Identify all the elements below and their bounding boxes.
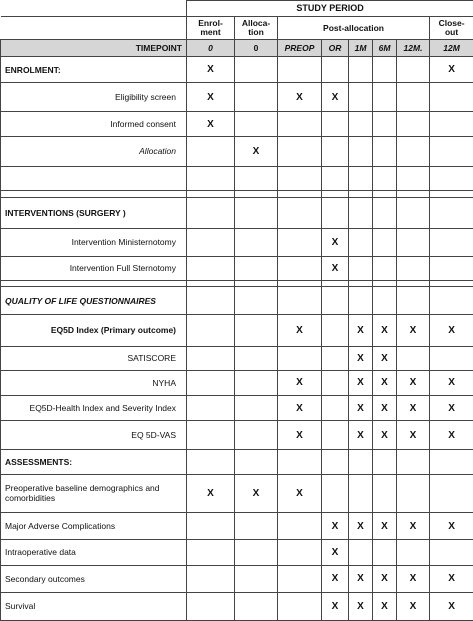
schedule-row	[1, 166, 473, 191]
mark-cell-allocation-0	[235, 346, 278, 371]
x-mark: X	[409, 573, 417, 585]
mark-cell-1m	[349, 314, 373, 346]
row-label: Allocation	[1, 137, 187, 167]
mark-cell-allocation-0	[235, 229, 278, 257]
x-mark: X	[409, 429, 417, 441]
mark-cell-12m-a	[397, 112, 430, 137]
mark-cell-12m-a	[397, 166, 430, 191]
mark-cell-allocation-0	[235, 474, 278, 513]
row-label: Major Adverse Complications	[1, 513, 187, 540]
timepoint-allocation: 0	[235, 39, 278, 56]
mark-cell-12m-a	[397, 539, 430, 565]
x-mark: X	[448, 429, 455, 441]
mark-cell-or	[322, 395, 349, 421]
x-mark: X	[207, 487, 214, 499]
row-label: NYHA	[1, 371, 187, 396]
mark-cell-6m	[373, 112, 397, 137]
schedule-row	[1, 449, 473, 474]
schedule-row	[1, 593, 473, 621]
schedule-row	[1, 191, 473, 198]
mark-cell-1m	[349, 137, 373, 167]
row-label: Intervention Full Sternotomy	[1, 256, 187, 281]
mark-cell-1m	[349, 82, 373, 112]
x-mark: X	[296, 487, 303, 499]
schedule-row	[1, 112, 473, 137]
mark-cell-or	[322, 421, 349, 450]
x-mark: X	[331, 236, 339, 248]
schedule-row	[1, 421, 473, 450]
mark-cell-enrolment-0	[187, 112, 235, 137]
x-mark: X	[381, 520, 388, 532]
mark-cell-enrolment-0	[187, 449, 235, 474]
phase-enrolment	[187, 17, 235, 40]
x-mark: X	[331, 601, 339, 613]
mark-cell-enrolment-0	[187, 421, 235, 450]
mark-cell-12m-a	[397, 346, 430, 371]
mark-cell-6m	[373, 256, 397, 281]
mark-cell-12m-a	[397, 287, 430, 315]
mark-cell-allocation-0	[235, 565, 278, 593]
mark-cell-or	[322, 191, 349, 198]
x-mark: X	[448, 402, 455, 414]
mark-cell-allocation-0	[235, 513, 278, 540]
mark-cell-or	[322, 112, 349, 137]
mark-cell-1m	[349, 198, 373, 229]
mark-cell-allocation-0	[235, 395, 278, 421]
x-mark: X	[448, 64, 455, 76]
phase-row-blank	[1, 17, 187, 40]
mark-cell-preop	[278, 191, 322, 198]
study-period-heading: STUDY PERIOD	[187, 1, 473, 17]
mark-cell-6m	[373, 82, 397, 112]
mark-cell-12m-b	[430, 539, 473, 565]
mark-cell-12m-a	[397, 198, 430, 229]
x-mark: X	[296, 429, 303, 441]
x-mark: X	[381, 573, 388, 585]
row-label: EQ 5D-VAS	[1, 421, 187, 450]
mark-cell-12m-a	[397, 449, 430, 474]
timepoint-enrolment: 0	[187, 39, 235, 56]
mark-cell-1m	[349, 166, 373, 191]
row-label: ASSESSMENTS:	[1, 449, 187, 474]
row-label	[1, 166, 187, 191]
schedule-row	[1, 137, 473, 167]
schedule-row	[1, 395, 473, 421]
mark-cell-enrolment-0	[187, 166, 235, 191]
mark-cell-allocation-0	[235, 166, 278, 191]
mark-cell-1m	[349, 287, 373, 315]
schedule-row	[1, 198, 473, 229]
timepoint-row	[1, 39, 473, 56]
mark-cell-enrolment-0	[187, 593, 235, 621]
mark-cell-6m	[373, 474, 397, 513]
schedule-row	[1, 346, 473, 371]
row-label: EQ5D-Health Index and Severity Index	[1, 395, 187, 421]
mark-cell-or	[322, 229, 349, 257]
mark-cell-or	[322, 513, 349, 540]
mark-cell-enrolment-0	[187, 565, 235, 593]
mark-cell-12m-b	[430, 198, 473, 229]
mark-cell-enrolment-0	[187, 346, 235, 371]
mark-cell-12m-a	[397, 191, 430, 198]
x-mark: X	[381, 352, 388, 364]
mark-cell-enrolment-0	[187, 256, 235, 281]
mark-cell-preop	[278, 82, 322, 112]
mark-cell-1m	[349, 565, 373, 593]
mark-cell-or	[322, 474, 349, 513]
mark-cell-1m	[349, 346, 373, 371]
mark-cell-12m-b	[430, 395, 473, 421]
mark-cell-or	[322, 82, 349, 112]
row-label: EQ5D Index (Primary outcome)	[1, 314, 187, 346]
mark-cell-12m-b	[430, 449, 473, 474]
row-label: QUALITY OF LIFE QUESTIONNAIRES	[1, 287, 187, 315]
schedule-row	[1, 539, 473, 565]
mark-cell-allocation-0	[235, 191, 278, 198]
mark-cell-12m-b	[430, 565, 473, 593]
mark-cell-6m	[373, 565, 397, 593]
x-mark: X	[381, 402, 388, 414]
mark-cell-12m-b	[430, 474, 473, 513]
mark-cell-preop	[278, 137, 322, 167]
x-mark: X	[207, 91, 214, 103]
x-mark: X	[409, 601, 417, 613]
mark-cell-allocation-0	[235, 137, 278, 167]
schedule-row	[1, 565, 473, 593]
phase-close-out-label: Close- out	[438, 18, 465, 38]
schedule-row	[1, 82, 473, 112]
mark-cell-enrolment-0	[187, 371, 235, 396]
mark-cell-allocation-0	[235, 198, 278, 229]
mark-cell-allocation-0	[235, 371, 278, 396]
mark-cell-or	[322, 371, 349, 396]
mark-cell-or	[322, 346, 349, 371]
timepoint-6m: 6M	[373, 39, 397, 56]
x-mark: X	[448, 601, 455, 613]
mark-cell-preop	[278, 229, 322, 257]
mark-cell-1m	[349, 112, 373, 137]
mark-cell-preop	[278, 346, 322, 371]
mark-cell-or	[322, 449, 349, 474]
mark-cell-or	[322, 256, 349, 281]
mark-cell-allocation-0	[235, 421, 278, 450]
mark-cell-12m-b	[430, 229, 473, 257]
mark-cell-1m	[349, 256, 373, 281]
schedule-row	[1, 513, 473, 540]
mark-cell-12m-a	[397, 57, 430, 83]
mark-cell-6m	[373, 513, 397, 540]
mark-cell-or	[322, 166, 349, 191]
corner-blank	[1, 1, 187, 17]
mark-cell-or	[322, 287, 349, 315]
mark-cell-6m	[373, 287, 397, 315]
x-mark: X	[357, 352, 364, 364]
mark-cell-enrolment-0	[187, 198, 235, 229]
x-mark: X	[331, 546, 339, 558]
x-mark: X	[357, 324, 364, 336]
x-mark: X	[296, 402, 303, 414]
x-mark: X	[357, 402, 364, 414]
mark-cell-12m-a	[397, 565, 430, 593]
mark-cell-preop	[278, 395, 322, 421]
mark-cell-enrolment-0	[187, 539, 235, 565]
mark-cell-1m	[349, 57, 373, 83]
mark-cell-6m	[373, 421, 397, 450]
schedule-row	[1, 229, 473, 257]
mark-cell-or	[322, 314, 349, 346]
mark-cell-12m-a	[397, 229, 430, 257]
mark-cell-allocation-0	[235, 314, 278, 346]
mark-cell-or	[322, 565, 349, 593]
x-mark: X	[331, 520, 339, 532]
row-label: Intraoperative data	[1, 539, 187, 565]
x-mark: X	[381, 601, 388, 613]
mark-cell-6m	[373, 449, 397, 474]
mark-cell-preop	[278, 314, 322, 346]
mark-cell-12m-b	[430, 346, 473, 371]
mark-cell-12m-a	[397, 474, 430, 513]
phase-post-allocation: Post-allocation	[278, 17, 430, 40]
schedule-row	[1, 57, 473, 83]
mark-cell-6m	[373, 371, 397, 396]
mark-cell-preop	[278, 565, 322, 593]
mark-cell-or	[322, 57, 349, 83]
x-mark: X	[448, 573, 455, 585]
mark-cell-preop	[278, 421, 322, 450]
mark-cell-allocation-0	[235, 539, 278, 565]
mark-cell-preop	[278, 371, 322, 396]
x-mark: X	[357, 573, 364, 585]
row-label: INTERVENTIONS (SURGERY )	[1, 198, 187, 229]
schedule-row	[1, 287, 473, 315]
row-label: Informed consent	[1, 112, 187, 137]
mark-cell-6m	[373, 191, 397, 198]
mark-cell-allocation-0	[235, 112, 278, 137]
mark-cell-12m-a	[397, 82, 430, 112]
mark-cell-enrolment-0	[187, 287, 235, 315]
x-mark: X	[381, 377, 388, 389]
mark-cell-preop	[278, 256, 322, 281]
mark-cell-enrolment-0	[187, 395, 235, 421]
row-label: Survival	[1, 593, 187, 621]
mark-cell-allocation-0	[235, 449, 278, 474]
mark-cell-12m-a	[397, 513, 430, 540]
timepoint-12m-a: 12M.	[397, 39, 430, 56]
timepoint-or: OR	[322, 39, 349, 56]
mark-cell-6m	[373, 198, 397, 229]
mark-cell-1m	[349, 539, 373, 565]
mark-cell-allocation-0	[235, 256, 278, 281]
x-mark: X	[448, 520, 455, 532]
mark-cell-enrolment-0	[187, 191, 235, 198]
mark-cell-preop	[278, 112, 322, 137]
phase-allocation-label: Alloca- tion	[241, 18, 271, 38]
schedule-row	[1, 371, 473, 396]
x-mark: X	[357, 601, 364, 613]
x-mark: X	[331, 91, 339, 103]
mark-cell-6m	[373, 57, 397, 83]
mark-cell-preop	[278, 166, 322, 191]
x-mark: X	[357, 429, 364, 441]
mark-cell-12m-b	[430, 57, 473, 83]
x-mark: X	[448, 377, 455, 389]
mark-cell-enrolment-0	[187, 314, 235, 346]
mark-cell-1m	[349, 513, 373, 540]
row-label	[1, 191, 187, 198]
x-mark: X	[296, 324, 303, 336]
mark-cell-12m-b	[430, 287, 473, 315]
mark-cell-12m-b	[430, 166, 473, 191]
x-mark: X	[331, 573, 339, 585]
mark-cell-12m-b	[430, 137, 473, 167]
x-mark: X	[381, 429, 388, 441]
mark-cell-12m-b	[430, 82, 473, 112]
mark-cell-12m-b	[430, 112, 473, 137]
mark-cell-6m	[373, 166, 397, 191]
mark-cell-preop	[278, 57, 322, 83]
mark-cell-enrolment-0	[187, 513, 235, 540]
x-mark: X	[207, 64, 214, 76]
mark-cell-1m	[349, 371, 373, 396]
mark-cell-enrolment-0	[187, 137, 235, 167]
mark-cell-1m	[349, 449, 373, 474]
mark-cell-12m-a	[397, 256, 430, 281]
mark-cell-12m-a	[397, 137, 430, 167]
mark-cell-enrolment-0	[187, 82, 235, 112]
mark-cell-1m	[349, 191, 373, 198]
mark-cell-preop	[278, 593, 322, 621]
x-mark: X	[409, 377, 417, 389]
mark-cell-12m-b	[430, 593, 473, 621]
mark-cell-allocation-0	[235, 82, 278, 112]
mark-cell-6m	[373, 346, 397, 371]
x-mark: X	[207, 118, 214, 130]
mark-cell-6m	[373, 395, 397, 421]
phase-enrolment-label: Enrol- ment	[198, 18, 223, 38]
timepoint-preop: PREOP	[278, 39, 322, 56]
mark-cell-1m	[349, 421, 373, 450]
mark-cell-1m	[349, 474, 373, 513]
phase-close-out	[430, 17, 473, 40]
study-period-row	[1, 1, 473, 17]
mark-cell-12m-b	[430, 371, 473, 396]
mark-cell-1m	[349, 395, 373, 421]
phase-row	[1, 17, 473, 40]
x-mark: X	[252, 487, 260, 499]
mark-cell-allocation-0	[235, 57, 278, 83]
row-label: Preoperative baseline demographics and comorbidities	[1, 474, 187, 513]
x-mark: X	[331, 262, 339, 274]
mark-cell-preop	[278, 449, 322, 474]
x-mark: X	[409, 402, 417, 414]
mark-cell-12m-a	[397, 593, 430, 621]
x-mark: X	[448, 324, 455, 336]
mark-cell-preop	[278, 287, 322, 315]
x-mark: X	[252, 145, 260, 157]
mark-cell-6m	[373, 539, 397, 565]
timepoint-12m-b: 12M	[430, 39, 473, 56]
mark-cell-or	[322, 137, 349, 167]
mark-cell-6m	[373, 137, 397, 167]
mark-cell-12m-b	[430, 256, 473, 281]
phase-allocation	[235, 17, 278, 40]
mark-cell-or	[322, 539, 349, 565]
x-mark: X	[296, 91, 303, 103]
mark-cell-allocation-0	[235, 593, 278, 621]
row-label: Secondary outcomes	[1, 565, 187, 593]
row-label: SATISCORE	[1, 346, 187, 371]
x-mark: X	[357, 520, 364, 532]
schedule-row	[1, 314, 473, 346]
mark-cell-preop	[278, 513, 322, 540]
mark-cell-12m-a	[397, 314, 430, 346]
row-label: Intervention Ministernotomy	[1, 229, 187, 257]
mark-cell-1m	[349, 229, 373, 257]
row-label: ENROLMENT:	[1, 57, 187, 83]
mark-cell-1m	[349, 593, 373, 621]
x-mark: X	[409, 324, 417, 336]
mark-cell-preop	[278, 198, 322, 229]
schedule-row	[1, 474, 473, 513]
mark-cell-preop	[278, 539, 322, 565]
mark-cell-enrolment-0	[187, 229, 235, 257]
mark-cell-12m-a	[397, 371, 430, 396]
timepoint-1m: 1M	[349, 39, 373, 56]
mark-cell-enrolment-0	[187, 474, 235, 513]
mark-cell-allocation-0	[235, 287, 278, 315]
mark-cell-12m-a	[397, 421, 430, 450]
mark-cell-preop	[278, 474, 322, 513]
mark-cell-12m-b	[430, 513, 473, 540]
mark-cell-or	[322, 593, 349, 621]
mark-cell-12m-b	[430, 314, 473, 346]
mark-cell-6m	[373, 593, 397, 621]
x-mark: X	[381, 324, 388, 336]
timepoint-label: TIMEPOINT	[1, 39, 187, 56]
schedule-row	[1, 256, 473, 281]
mark-cell-enrolment-0	[187, 57, 235, 83]
mark-cell-12m-a	[397, 395, 430, 421]
mark-cell-6m	[373, 229, 397, 257]
mark-cell-6m	[373, 314, 397, 346]
mark-cell-or	[322, 198, 349, 229]
x-mark: X	[357, 377, 364, 389]
mark-cell-12m-b	[430, 191, 473, 198]
row-label: Eligibility screen	[1, 82, 187, 112]
mark-cell-12m-b	[430, 421, 473, 450]
x-mark: X	[296, 377, 303, 389]
x-mark: X	[409, 520, 417, 532]
